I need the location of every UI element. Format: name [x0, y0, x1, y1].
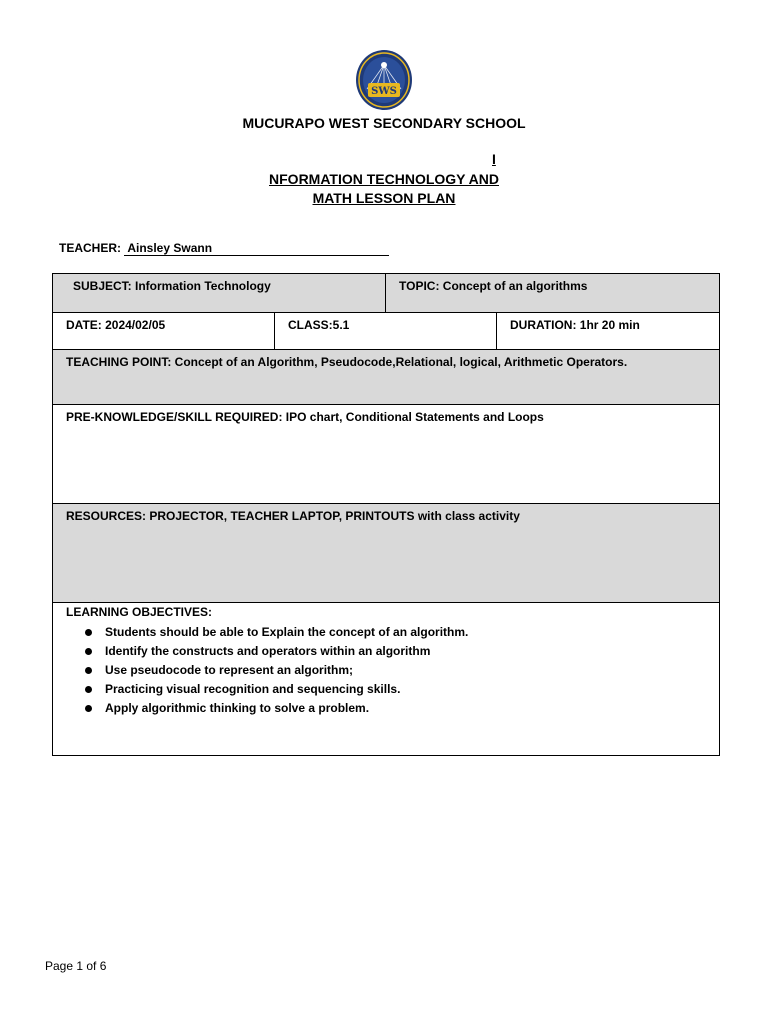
- teacher-line: [59, 241, 389, 256]
- lesson-plan-table: [52, 273, 720, 756]
- topic-cell: TOPIC: Concept of an algorithms: [386, 274, 720, 313]
- duration-cell: DURATION: 1hr 20 min: [497, 313, 720, 350]
- objective-item: Practicing visual recognition and sequencing skills.: [92, 680, 707, 699]
- teacher-label: TEACHER:: [59, 241, 121, 255]
- date-cell: DATE: 2024/02/05: [53, 313, 275, 350]
- logo-letters: SWS: [371, 86, 397, 97]
- title-line-2: MATH LESSON PLAN: [312, 190, 456, 206]
- title-line-1: NFORMATION TECHNOLOGY AND: [269, 171, 499, 187]
- school-name: MUCURAPO WEST SECONDARY SCHOOL: [242, 115, 526, 131]
- subject-cell: SUBJECT: Information Technology: [53, 274, 386, 313]
- resources-cell: RESOURCES: PROJECTOR, TEACHER LAPTOP, PRINTOUTS with class activity: [53, 504, 720, 603]
- pre-knowledge-cell: PRE-KNOWLEDGE/SKILL REQUIRED: IPO chart, Conditional Statements and Loops: [53, 405, 720, 504]
- document-title: [0, 170, 768, 208]
- objectives-label: LEARNING OBJECTIVES:: [66, 605, 213, 619]
- objective-item: Identify the constructs and operators within an algorithm: [92, 642, 707, 661]
- teaching-point-cell: TEACHING POINT: Concept of an Algorithm, Pseudocode,Relational, logical, Arithmetic Operators.: [53, 350, 720, 405]
- objective-item: Apply algorithmic thinking to solve a problem.: [92, 699, 707, 718]
- page-number: Page 1 of 6: [45, 959, 107, 973]
- class-cell: CLASS:5.1: [275, 313, 497, 350]
- stray-character: I: [492, 151, 496, 167]
- objectives-list: [66, 623, 707, 718]
- school-logo: [355, 49, 413, 111]
- learning-objectives-cell: [53, 603, 720, 756]
- objective-item: Students should be able to Explain the concept of an algorithm.: [92, 623, 707, 642]
- teacher-name: Ainsley Swann: [124, 242, 389, 256]
- objective-item: Use pseudocode to represent an algorithm;: [92, 661, 707, 680]
